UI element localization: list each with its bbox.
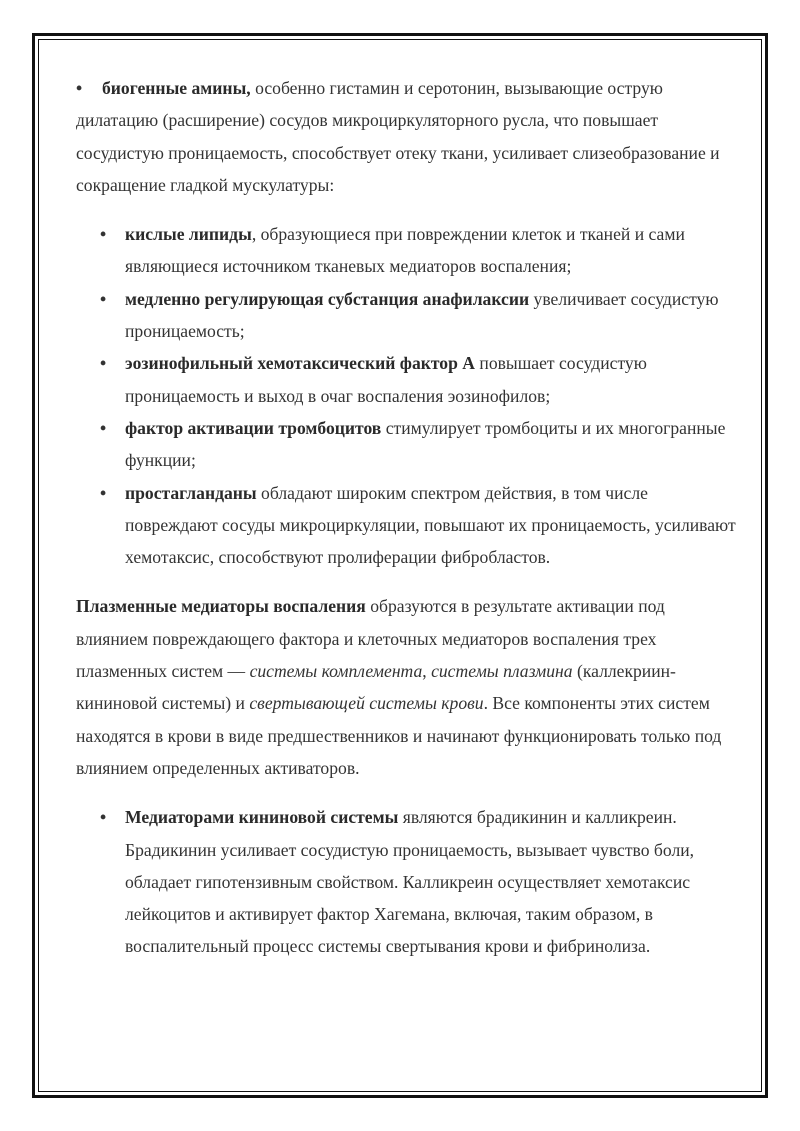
complement-system: системы комплемента <box>249 661 423 682</box>
intro-term: биогенные амины, <box>102 78 251 98</box>
plasma-mediators-paragraph <box>76 590 736 784</box>
kinin-list <box>76 801 736 962</box>
mediator-list-item <box>100 412 736 477</box>
mediator-term: простагланданы <box>125 482 257 503</box>
mediator-term: кислые липиды <box>125 224 252 245</box>
kinin-list-item <box>100 801 736 962</box>
kinin-text: являются брадикинин и калликреин. Брадикинин усиливает сосудистую проницаемость, вызывает чувство боли, обладает гипотензивным свойством. Калликреин осуществляет хемотаксис лейкоцитов и активирует фактор Хагемана, включая, таким образом, в воспалительный процесс системы свертывания крови и фибринолиза. <box>125 807 695 957</box>
mediator-term: эозинофильный хемотаксический фактор А <box>125 353 475 374</box>
plasma-text: образуются в результате активации под влиянием повреждающего фактора и клеточных медиаторов воспаления трех плазменных систем — <box>76 596 665 682</box>
bullet-icon: • <box>100 288 107 309</box>
plasma-text: , <box>422 661 432 682</box>
plasma-text: (каллекриин-кининовой системы) и <box>76 661 676 714</box>
bullet-icon: • <box>100 807 107 828</box>
mediator-list <box>76 218 736 573</box>
mediator-list-item <box>100 218 736 283</box>
mediator-term: фактор активации тромбоцитов <box>125 417 382 438</box>
plasmin-system: системы плазмина <box>431 661 573 682</box>
mediator-text: повышает сосудистую проницаемость и выход в очаг воспаления эозинофилов; <box>125 353 647 406</box>
mediator-term: медленно регулирующая субстанция анафилаксии <box>125 288 530 309</box>
mediator-list-item <box>100 283 736 348</box>
bullet-icon: • <box>76 78 83 98</box>
mediator-list-item <box>100 347 736 412</box>
mediator-text: обладают широким спектром действия, в том числе повреждают сосуды микроциркуляции, повышают их проницаемость, усиливают хемотаксис, способствуют пролиферации фибробластов. <box>125 482 736 568</box>
plasma-term: Плазменные медиаторы воспаления <box>76 596 366 617</box>
bullet-icon: • <box>100 224 107 245</box>
kinin-term: Медиаторами кининовой системы <box>125 807 399 828</box>
document-body <box>76 72 736 980</box>
coagulation-system: свертывающей системы крови <box>249 693 484 714</box>
mediator-text: увеличивает сосудистую проницаемость; <box>125 288 719 342</box>
bullet-icon: • <box>100 353 107 374</box>
bullet-icon: • <box>100 417 107 438</box>
intro-bullet-item <box>76 72 736 201</box>
bullet-icon: • <box>100 482 107 503</box>
mediator-list-item <box>100 477 736 574</box>
mediator-text: , образующиеся при повреждении клеток и тканей и сами являющиеся источником тканевых медиаторов воспаления; <box>125 224 685 277</box>
intro-text: особенно гистамин и серотонин, вызывающие острую дилатацию (расширение) сосудов микроциркуляторного русла, что повышает сосудистую проницаемость, способствует отеку ткани, усиливает слизеобразование и сокращение гладкой мускулатуры: <box>76 78 720 195</box>
plasma-text: . Все компоненты этих систем находятся в крови в виде предшественников и начинают функционировать только под влиянием определенных активаторов. <box>76 693 722 778</box>
mediator-text: стимулирует тромбоциты и их многогранные функции; <box>125 417 726 471</box>
